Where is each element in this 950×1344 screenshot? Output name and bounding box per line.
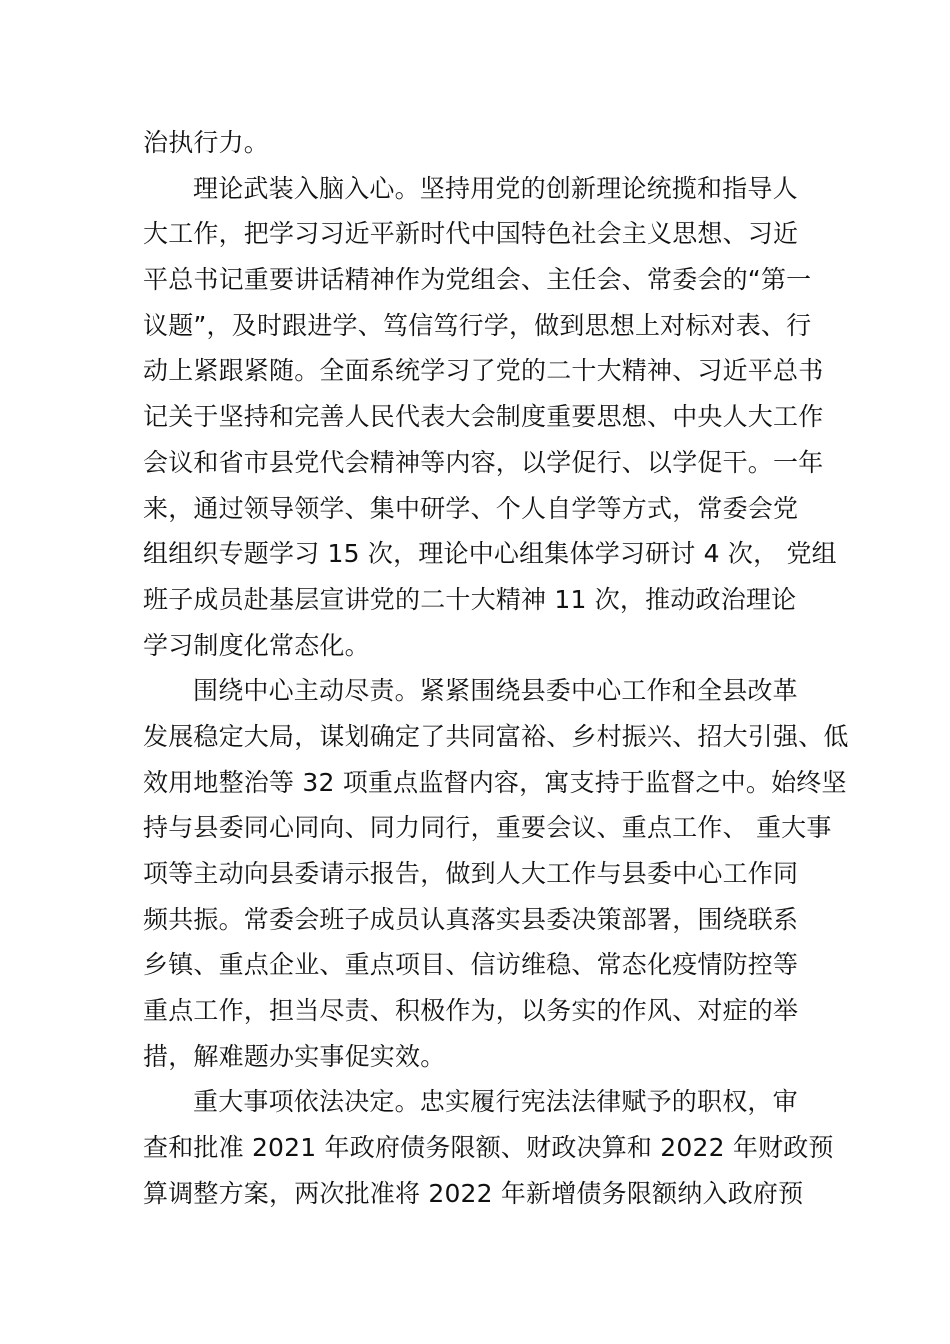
paragraph-first-line: 围绕中心主动尽责。紧紧围绕县委中心工作和全县改革 <box>193 676 798 706</box>
text-line: 持与县委同心同向、同力同行，重要会议、重点工作、 重大事 <box>143 813 832 843</box>
text-line: 来，通过领导领学、集中研学、个人自学等方式，常委会党 <box>143 493 799 523</box>
body-text <box>143 120 849 1217</box>
paragraph-first-line: 重大事项依法决定。忠实履行宪法法律赋予的职权，审 <box>193 1087 798 1117</box>
text-line: 乡镇、重点企业、重点项目、信访维稳、常态化疫情防控等 <box>143 950 799 980</box>
text-line: 项等主动向县委请示报告，做到人大工作与县委中心工作同 <box>143 859 799 888</box>
text-line: 算调整方案，两次批准将 2022 年新增债务限额纳入政府预 <box>143 1178 804 1208</box>
text-line: 平总书记重要讲话精神作为党组会、主任会、常委会的“第一 <box>143 265 812 295</box>
text-line: 会议和省市县党代会精神等内容，以学促行、以学促干。一年 <box>143 447 824 477</box>
text-line: 查和批准 2021 年政府债务限额、财政决算和 2022 年财政预 <box>143 1133 834 1163</box>
text-line: 措，解难题办实事促实效。 <box>143 1041 446 1071</box>
text-line: 动上紧跟紧随。全面系统学习了党的二十大精神、习近平总书 <box>143 356 824 386</box>
text-line: 效用地整治等 32 项重点监督内容，寓支持于监督之中。始终坚 <box>143 767 847 797</box>
text-line: 记关于坚持和完善人民代表大会制度重要思想、中央人大工作 <box>143 402 824 432</box>
text-line: 重点工作，担当尽责、积极作为，以务实的作风、对症的举 <box>143 996 799 1026</box>
text-line: 班子成员赴基层宣讲党的二十大精神 11 次，推动政治理论 <box>143 584 797 614</box>
text-line: 频共振。常委会班子成员认真落实县委决策部署，围绕联系 <box>143 904 799 934</box>
text-line: 发展稳定大局，谋划确定了共同富裕、乡村振兴、招大引强、低 <box>143 721 849 751</box>
text-line: 治执行力。 <box>143 128 270 157</box>
text-line: 组组织专题学习 15 次，理论中心组集体学习研讨 4 次， 党组 <box>143 539 837 569</box>
text-line: 学习制度化常态化。 <box>143 630 370 660</box>
paragraph-first-line: 理论武装入脑入心。坚持用党的创新理论统揽和指导人 <box>193 173 798 203</box>
text-line: 议题”，及时跟进学、笃信笃行学，做到思想上对标对表、行 <box>143 310 812 340</box>
text-line: 大工作，把学习习近平新时代中国特色社会主义思想、习近 <box>143 219 799 249</box>
